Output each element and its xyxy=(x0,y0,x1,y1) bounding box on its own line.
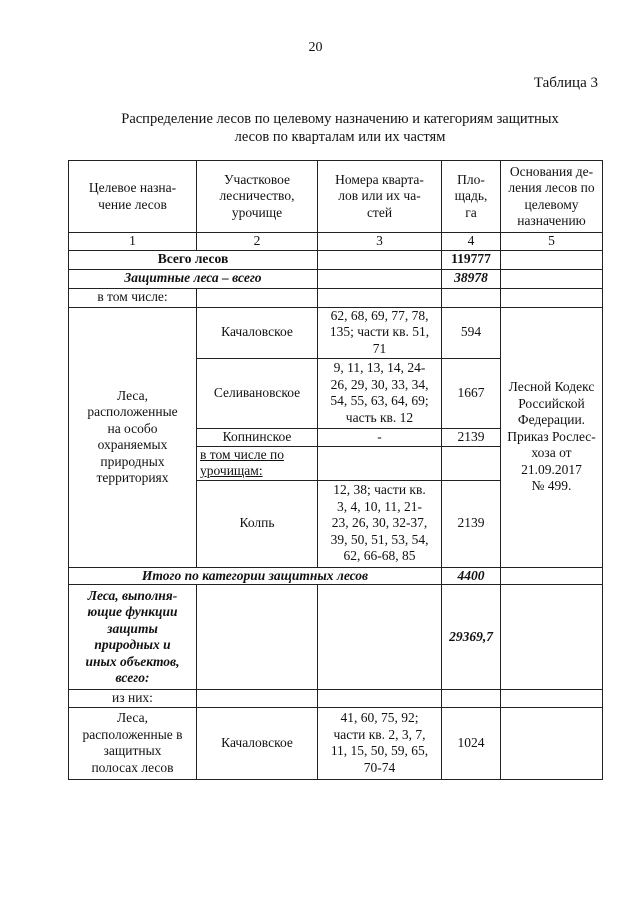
title-line-2: лесов по кварталам или их частям xyxy=(234,129,446,145)
oopt-category: Леса, расположенные на особо охраняемых природных территориях xyxy=(69,307,197,567)
table-title xyxy=(60,110,620,146)
column-number-row xyxy=(69,233,603,251)
forest-distribution-table xyxy=(68,160,603,780)
basis-cell: Лесной Кодекс Российской Федерации. Приказ Рослес- хоза от 21.09.2017 № 499. xyxy=(501,307,603,567)
quarters-cell: 41, 60, 75, 92; части кв. 2, 3, 7, 11, 15, 50, 59, 65, 70-74 xyxy=(318,707,442,779)
empty-cell xyxy=(442,288,501,307)
empty-cell xyxy=(318,446,442,480)
header-row xyxy=(69,161,603,233)
forestry-name: Копнинское xyxy=(197,428,318,446)
empty-cell xyxy=(318,288,442,307)
total-row xyxy=(69,250,603,269)
quarters-cell: 12, 38; части кв. 3, 4, 10, 11, 21- 23, 26, 30, 32-37, 39, 50, 51, 53, 54, 62, 66-68, 85 xyxy=(318,480,442,567)
empty-cell xyxy=(442,690,501,708)
header-area: Пло- щадь, га xyxy=(442,161,501,233)
functions-row xyxy=(69,585,603,690)
area-cell: 1667 xyxy=(442,358,501,428)
empty-cell xyxy=(318,690,442,708)
empty-cell xyxy=(501,585,603,690)
protective-label: Защитные леса – всего xyxy=(69,269,318,288)
empty-cell xyxy=(501,250,603,269)
functions-area: 29369,7 xyxy=(442,585,501,690)
including-row xyxy=(69,288,603,307)
header-forestry: Участковое лесничество, урочище xyxy=(197,161,318,233)
belts-row xyxy=(69,707,603,779)
col-number: 5 xyxy=(501,233,603,251)
empty-cell xyxy=(501,269,603,288)
empty-cell xyxy=(197,690,318,708)
functions-label: Леса, выполня- ющие функции защиты природных и иных объектов, всего: xyxy=(69,585,197,690)
protective-area: 38978 xyxy=(442,269,501,288)
including-label: в том числе: xyxy=(69,288,197,307)
empty-cell xyxy=(501,288,603,307)
col-number: 4 xyxy=(442,233,501,251)
empty-cell xyxy=(197,585,318,690)
empty-cell xyxy=(501,690,603,708)
of-them-row xyxy=(69,690,603,708)
subtotal-row xyxy=(69,567,603,585)
area-cell: 2139 xyxy=(442,480,501,567)
col-number: 3 xyxy=(318,233,442,251)
by-tract-text: в том числе по урочищам: xyxy=(200,446,284,478)
header-basis: Основания де- ления лесов по целевому назначению xyxy=(501,161,603,233)
kachalovskoe-row xyxy=(69,307,603,358)
empty-cell xyxy=(501,567,603,585)
subtotal-label: Итого по категории защитных лесов xyxy=(69,567,442,585)
forestry-name: Качаловское xyxy=(197,307,318,358)
by-tract-label xyxy=(197,446,318,480)
total-label: Всего лесов xyxy=(69,250,318,269)
title-line-1: Распределение лесов по целевому назначению и категориям защитных xyxy=(121,111,559,127)
empty-cell xyxy=(442,446,501,480)
quarters-cell: - xyxy=(318,428,442,446)
quarters-cell: 62, 68, 69, 77, 78, 135; части кв. 51, 71 xyxy=(318,307,442,358)
area-cell: 594 xyxy=(442,307,501,358)
protective-row xyxy=(69,269,603,288)
forestry-name: Колпь xyxy=(197,480,318,567)
table-label: Таблица 3 xyxy=(533,75,598,91)
quarters-cell: 9, 11, 13, 14, 24- 26, 29, 30, 33, 34, 54, 55, 63, 64, 69; часть кв. 12 xyxy=(318,358,442,428)
col-number: 2 xyxy=(197,233,318,251)
empty-cell xyxy=(501,707,603,779)
page-number: 20 xyxy=(308,40,323,55)
empty-cell xyxy=(318,269,442,288)
area-cell: 1024 xyxy=(442,707,501,779)
col-number: 1 xyxy=(69,233,197,251)
empty-cell xyxy=(318,585,442,690)
total-area: 119777 xyxy=(442,250,501,269)
subtotal-area: 4400 xyxy=(442,567,501,585)
header-purpose: Целевое назна- чение лесов xyxy=(69,161,197,233)
empty-cell xyxy=(318,250,442,269)
belts-label: Леса, расположенные в защитных полосах лесов xyxy=(69,707,197,779)
forestry-name: Селивановское xyxy=(197,358,318,428)
forestry-name: Качаловское xyxy=(197,707,318,779)
area-cell: 2139 xyxy=(442,428,501,446)
of-them-label: из них: xyxy=(69,690,197,708)
empty-cell xyxy=(197,288,318,307)
header-quarters: Номера кварта- лов или их ча- стей xyxy=(318,161,442,233)
